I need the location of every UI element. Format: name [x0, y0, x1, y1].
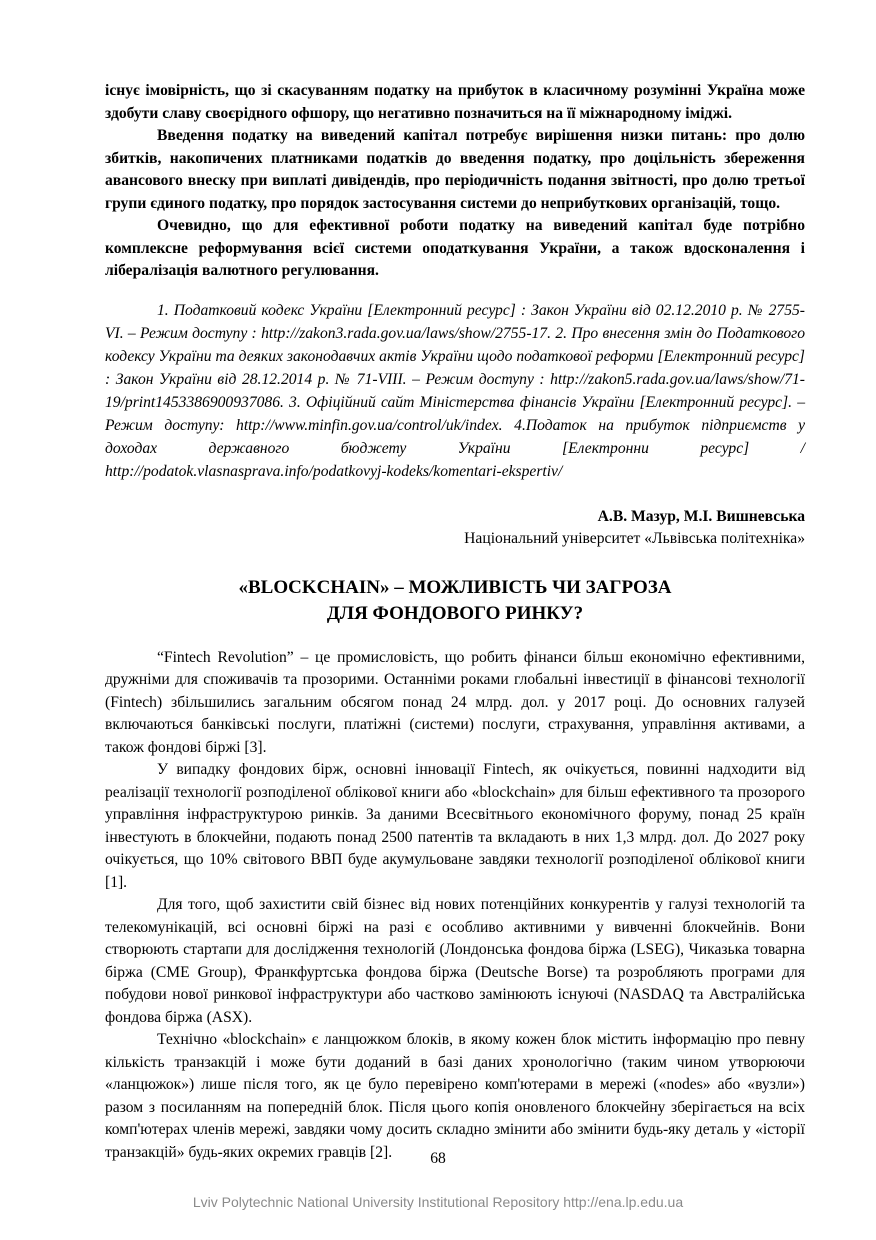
article-affiliation: Національний університет «Львівська політехніка» — [464, 530, 805, 547]
article-title — [105, 575, 805, 627]
paragraph: У випадку фондових бірж, основні інновації Fintech, як очікується, повинні надходити від реалізації технології розподіленої облікової книги або «blockchain» для більш ефективного та прозорого управління інфраструктурою ринків. За даними Всесвітнього економічного форуму, понад 25 країн інвестують в блокчейни, подають понад 2500 патентів та вкладають в них 1,3 млрд. дол. До 2027 року очікується, що 10% світового ВВП буде акумульоване завдяки технології розподіленої облікової книги [1]. — [105, 761, 805, 891]
paragraph: Очевидно, що для ефективної роботи податку на виведений капітал буде потрібно комплексне реформування всієї системи оподаткування України, а також вдосконалення і лібералізація валютного регулювання. — [105, 217, 805, 279]
paragraph: Технічно «blockchain» є ланцюжком блоків, в якому кожен блок містить інформацію про певну кількість транзакцій і може бути доданий в базі даних хронологічно (таким чином утворюючи «ланцюжок») лише після того, як це було перевірено комп'ютерами в мережі («nodes» або «вузли») разом з посиланням на попередній блок. Після цього копія оновленого блокчейну зберігається на всіх комп'ютерах членів мережі, завдяки чому досить складно змінити або змінити будь-яку деталь у «історії транзакцій» будь-яких окремих гравців [2]. — [105, 1031, 805, 1161]
previous-article-conclusion — [105, 80, 805, 283]
article-title-line-1: «BLOCKCHAIN» – МОЖЛИВІСТЬ ЧИ ЗАГРОЗА — [238, 576, 672, 598]
document-page — [105, 80, 805, 1164]
page-number: 68 — [430, 1150, 446, 1167]
article-title-line-2: ДЛЯ ФОНДОВОГО РИНКУ? — [326, 602, 584, 624]
article-authors: А.В. Мазур, М.І. Вишневська — [597, 507, 805, 525]
article-header — [105, 506, 805, 627]
paragraph: “Fintech Revolution” – це промисловість, що робить фінанси більш економічно ефективними, дружніми для споживачів та прозорими. Останніми роками глобальні інвестиції в фінансові технології (Fintech) збільшились загальним обсягом понад 24 млрд. дол. у 2017 році. До основних галузей включаються банківські послуги, платіжні (системи) послуги, страхування, управління активами, а також фондові біржі [3]. — [105, 648, 805, 756]
repository-footer: Lviv Polytechnic National University Institutional Repository http://ena.lp.edu.ua — [192, 1194, 684, 1210]
paragraph: Введення податку на виведений капітал потребує вирішення низки питань: про долю збитків, накопичених платниками податків до введення податку, про доцільність збереження авансового внеску при виплаті дивідендів, про періодичність подання звітності, про долю третьої групи єдиного податку, про порядок застосування системи до неприбуткових організацій, тощо. — [105, 127, 805, 212]
article-body — [105, 647, 805, 1165]
paragraph: існує імовірність, що зі скасуванням податку на прибуток в класичному розумінні Україна може здобути славу своєрідного офшору, що негативно позначиться на її міжнародному іміджі. — [105, 82, 805, 122]
references-text: 1. Податковий кодекс України [Електронний ресурс] : Закон України від 02.12.2010 р. № 2755-VI. – Режим доступу : http://zakon3.rada.gov.ua/laws/show/2755-17. 2. Про внесення змін до Податкового кодексу України та деяких законодавчих актів України щодо податкової реформи [Електронний ресурс] : Закон України від 28.12.2014 р. № 71-VIII. – Режим доступу : http://zakon5.rada.gov.ua/laws/show/71- 19/print1453386900937086. 3. Офіційний сайт Міністерства фінансів України [Електронний ресурс]. – Режим доступу: http://www.minfin.gov.ua/control/uk/index. 4.Податок на прибуток підприємств у доходах державного бюджету України [Електронни ресурс] / http://podatok.vlasnasprava.info/podatkovyj-kodeks/komentari-ekspertiv/ — [105, 301, 805, 480]
paragraph: Для того, щоб захистити свій бізнес від нових потенційних конкурентів у галузі технологій та телекомунікацій, всі основні біржі на разі є особливо активними у вивченні блокчейнів. Вони створюють стартапи для дослідження технологій (Лондонська фондова біржа (LSEG), Чиказька товарна біржа (CME Group), Франкфуртська фондова біржа (Deutsche Borse) та розробляють програми для побудови нової ринкової інфраструктури або частково замінюють існуючі (NASDAQ та Австралійська фондова біржа (ASX). — [105, 896, 805, 1026]
references-list — [105, 299, 805, 483]
